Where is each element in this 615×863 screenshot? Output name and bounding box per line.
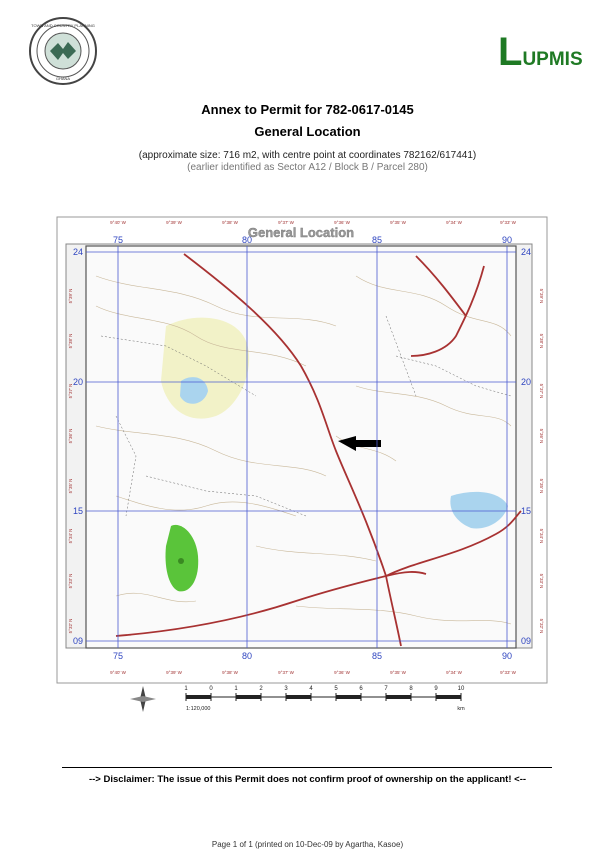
dms-label-bottom: 9°40' W bbox=[110, 670, 126, 675]
dms-label-top: 9°37' W bbox=[278, 220, 294, 225]
dms-label-left: 5°38' N bbox=[68, 333, 73, 349]
scale-tick-label: 0 bbox=[209, 686, 213, 692]
grid-y-label: 15 bbox=[521, 506, 532, 516]
dms-label-right: 5°37' N bbox=[539, 383, 544, 399]
grid-x-label: 85 bbox=[371, 235, 383, 245]
section-title: General Location bbox=[254, 124, 361, 139]
scale-tick-label: 6 bbox=[359, 686, 363, 692]
general-location-map bbox=[56, 216, 548, 684]
size-coordinates-text: (approximate size: 716 m2, with centre point at coordinates 782162/617441) bbox=[138, 150, 477, 161]
dms-label-left: 5°37' N bbox=[68, 383, 73, 399]
grid-x-label: 75 bbox=[112, 651, 124, 661]
grid-y-label: 24 bbox=[521, 247, 532, 257]
planning-seal-icon bbox=[28, 16, 98, 86]
dms-label-top: 9°34' W bbox=[446, 220, 462, 225]
dms-label-bottom: 9°33' W bbox=[500, 670, 516, 675]
dms-label-top: 9°36' W bbox=[334, 220, 350, 225]
dms-label-top: 9°33' W bbox=[500, 220, 516, 225]
grid-y-label: 20 bbox=[521, 377, 532, 387]
grid-x-label: 90 bbox=[501, 235, 513, 245]
scale-tick-label: 9 bbox=[434, 686, 438, 692]
scale-bar bbox=[180, 683, 480, 717]
dms-label-right: 5°33' N bbox=[539, 573, 544, 589]
scale-tick-label: 8 bbox=[409, 686, 413, 692]
grid-x-label: 90 bbox=[501, 651, 513, 661]
scale-tick-label: 1 bbox=[184, 686, 188, 692]
dms-label-top: 9°35' W bbox=[390, 220, 406, 225]
dms-label-right: 5°38' N bbox=[539, 333, 544, 349]
dms-label-top: 9°40' W bbox=[110, 220, 126, 225]
dms-label-right: 5°34' N bbox=[539, 528, 544, 544]
dms-label-right: 5°39' N bbox=[539, 288, 544, 304]
grid-y-label: 09 bbox=[72, 636, 83, 646]
dms-label-top: 9°39' W bbox=[166, 220, 182, 225]
dms-label-left: 5°33' N bbox=[68, 573, 73, 589]
dms-label-bottom: 9°39' W bbox=[166, 670, 182, 675]
scale-tick-label: 2 bbox=[259, 686, 263, 692]
earlier-identification-text: (earlier identified as Sector A12 / Block B / Parcel 280) bbox=[187, 162, 428, 173]
map-heading: General Location bbox=[247, 225, 355, 240]
lupmis-logo: LUPMIS bbox=[498, 30, 583, 74]
svg-text:TOWN AND COUNTRY PLANNING: TOWN AND COUNTRY PLANNING bbox=[31, 23, 95, 28]
north-arrow-icon bbox=[128, 684, 158, 714]
scale-tick-label: 4 bbox=[309, 686, 313, 692]
scale-tick-label: 3 bbox=[284, 686, 288, 692]
disclaimer-rule bbox=[62, 767, 552, 768]
dms-label-right: 5°35' N bbox=[539, 478, 544, 494]
grid-x-label: 75 bbox=[112, 235, 124, 245]
grid-x-label: 85 bbox=[371, 651, 383, 661]
scale-ratio: 1:120,000 bbox=[186, 706, 211, 712]
scale-tick-label: 1 bbox=[234, 686, 238, 692]
grid-y-label: 09 bbox=[521, 636, 532, 646]
dms-label-left: 5°36' N bbox=[68, 428, 73, 444]
dms-label-left: 5°32' N bbox=[68, 618, 73, 634]
scale-tick-label: 5 bbox=[334, 686, 338, 692]
svg-text:GHANA: GHANA bbox=[55, 76, 71, 81]
dms-label-bottom: 9°36' W bbox=[334, 670, 350, 675]
grid-y-label: 24 bbox=[72, 247, 83, 257]
dms-label-right: 5°36' N bbox=[539, 428, 544, 444]
permit-title: Annex to Permit for 782-0617-0145 bbox=[201, 102, 414, 117]
scale-tick-label: 10 bbox=[457, 686, 465, 692]
dms-label-left: 5°39' N bbox=[68, 288, 73, 304]
dms-label-left: 5°35' N bbox=[68, 478, 73, 494]
scale-tick-label: 7 bbox=[384, 686, 388, 692]
dms-label-bottom: 9°37' W bbox=[278, 670, 294, 675]
grid-x-label: 80 bbox=[241, 651, 253, 661]
scale-unit: km bbox=[457, 706, 465, 712]
page-footer: Page 1 of 1 (printed on 10-Dec-09 by Agartha, Kasoe) bbox=[211, 840, 404, 849]
grid-x-label: 80 bbox=[241, 235, 253, 245]
grid-y-label: 15 bbox=[72, 506, 83, 516]
dms-label-bottom: 9°34' W bbox=[446, 670, 462, 675]
dms-label-top: 9°38' W bbox=[222, 220, 238, 225]
disclaimer-text: --> Disclaimer: The issue of this Permit does not confirm proof of ownership on the applicant! <-- bbox=[88, 774, 527, 785]
grid-y-label: 20 bbox=[72, 377, 83, 387]
dms-label-left: 5°34' N bbox=[68, 528, 73, 544]
dms-label-right: 5°32' N bbox=[539, 618, 544, 634]
dms-label-bottom: 9°35' W bbox=[390, 670, 406, 675]
dms-label-bottom: 9°38' W bbox=[222, 670, 238, 675]
